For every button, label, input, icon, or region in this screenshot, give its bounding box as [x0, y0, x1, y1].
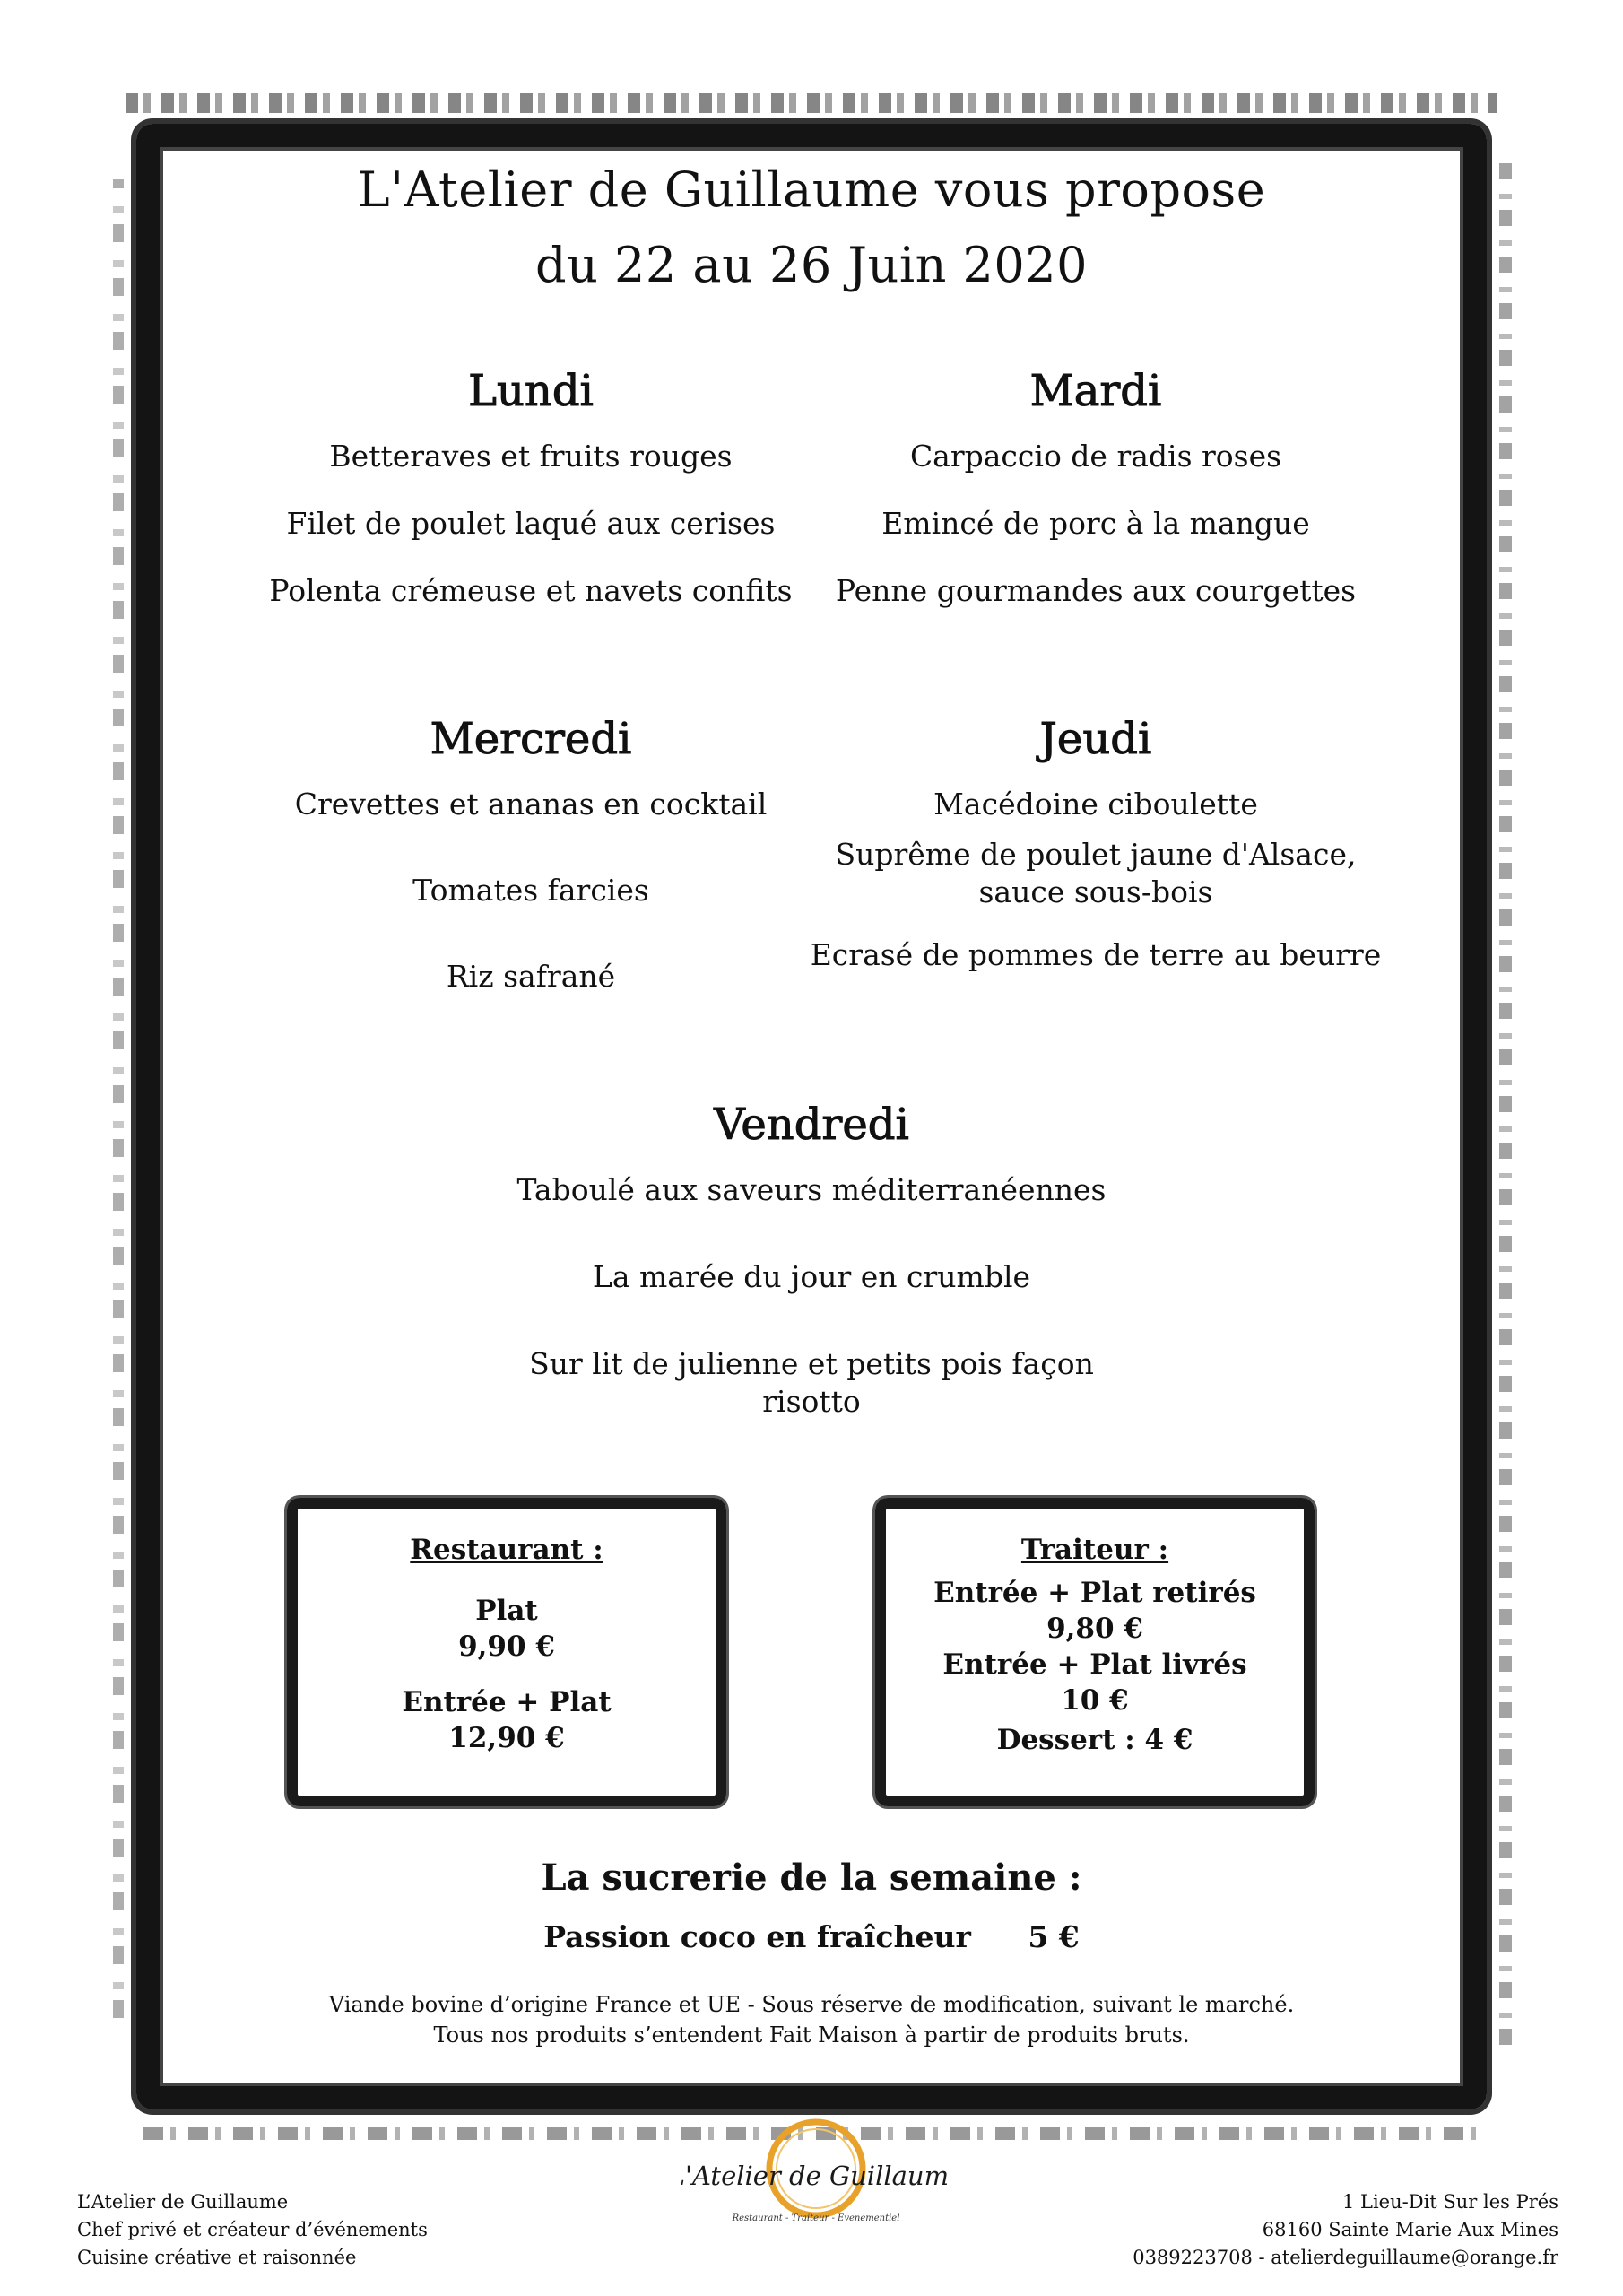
restaurant-heading: Restaurant : — [410, 1534, 603, 1566]
traiteur-item-label: Entrée + Plat retirés — [933, 1577, 1256, 1609]
restaurant-item-price: 12,90 € — [448, 1722, 565, 1754]
restaurant-price-box — [287, 1498, 726, 1806]
restaurant-item-label: Entrée + Plat — [402, 1686, 612, 1718]
note-line: Tous nos produits s’entendent Fait Maison à partir de produits bruts. — [433, 2022, 1190, 2048]
traiteur-item-price: 10 € — [1061, 1684, 1129, 1717]
footer-right — [1133, 2188, 1558, 2272]
logo-tagline: Restaurant - Traiteur - Evenementiel — [732, 2213, 900, 2223]
traiteur-item-price: 9,80 € — [1046, 1613, 1143, 1645]
day-lundi — [217, 366, 845, 610]
footer-business-tagline: Chef privé et créateur d’événements — [77, 2219, 428, 2240]
footer-business-tagline: Cuisine créative et raisonnée — [77, 2247, 357, 2268]
menu-title: L'Atelier de Guillaume vous propose — [357, 161, 1266, 218]
footer-contact: 0389223708 - atelierdeguillaume@orange.fr — [1133, 2247, 1558, 2268]
day-title: Mardi — [1029, 366, 1162, 416]
sucrerie-price: 5 € — [1028, 1919, 1080, 1954]
day-title: Jeudi — [1039, 714, 1152, 764]
dish: Sur lit de julienne et petits pois façon risotto — [529, 1346, 1094, 1419]
menu-date: du 22 au 26 Juin 2020 — [535, 237, 1088, 293]
frame-rough-top — [126, 93, 1497, 113]
day-vendredi — [498, 1100, 1125, 1421]
dish: Carpaccio de radis roses — [909, 439, 1282, 474]
day-title: Vendredi — [714, 1100, 909, 1150]
dish: Filet de poulet laqué aux cerises — [286, 506, 776, 541]
frame-rough-right — [1499, 161, 1512, 2045]
sucrerie-title: La sucrerie de la semaine : — [541, 1857, 1082, 1899]
dish: Macédoine ciboulette — [933, 787, 1258, 822]
note-line: Viande bovine d’origine France et UE - Sous réserve de modification, suivant le marché. — [328, 1992, 1295, 2017]
dish: Riz safrané — [446, 959, 616, 994]
dish: Penne gourmandes aux courgettes — [835, 573, 1357, 608]
restaurant-item-price: 9,90 € — [458, 1631, 555, 1663]
dish: Crevettes et ananas en cocktail — [294, 787, 768, 822]
dish: Betteraves et fruits rouges — [329, 439, 733, 474]
day-mercredi — [217, 714, 845, 996]
traiteur-heading: Traiteur : — [1020, 1534, 1169, 1566]
dish: Taboulé aux saveurs méditerranéennes — [516, 1172, 1107, 1207]
day-mardi — [782, 366, 1410, 610]
footer-business-name: L’Atelier de Guillaume — [77, 2191, 289, 2213]
traiteur-item-label: Entrée + Plat livrés — [942, 1648, 1247, 1681]
traiteur-dessert: Dessert : 4 € — [996, 1724, 1193, 1756]
restaurant-item-label: Plat — [475, 1595, 538, 1627]
traiteur-price-box — [875, 1498, 1315, 1806]
day-title: Mercredi — [430, 714, 632, 764]
dish: Polenta crémeuse et navets confits — [269, 573, 793, 608]
atelier-logo — [681, 2113, 950, 2248]
dish: Ecrasé de pommes de terre au beurre — [810, 937, 1382, 972]
footer-left — [77, 2188, 428, 2272]
sucrerie-name: Passion coco en fraîcheur — [543, 1919, 971, 1954]
dish: Emincé de porc à la mangue — [881, 506, 1310, 541]
dish: sauce sous-bois — [978, 874, 1213, 909]
dish: Suprême de poulet jaune d'Alsace, — [835, 837, 1357, 872]
day-title: Lundi — [468, 366, 594, 416]
footer-address: 1 Lieu-Dit Sur les Prés — [1341, 2191, 1558, 2213]
dish: Tomates farcies — [412, 873, 649, 908]
frame-rough-left — [113, 179, 124, 2018]
dish: La marée du jour en crumble — [592, 1259, 1031, 1294]
logo-wordmark: L'Atelier de Guillaume — [681, 2161, 950, 2191]
footer-address: 68160 Sainte Marie Aux Mines — [1262, 2219, 1558, 2240]
sucrerie-line — [0, 1919, 1623, 1954]
day-jeudi — [782, 714, 1410, 974]
